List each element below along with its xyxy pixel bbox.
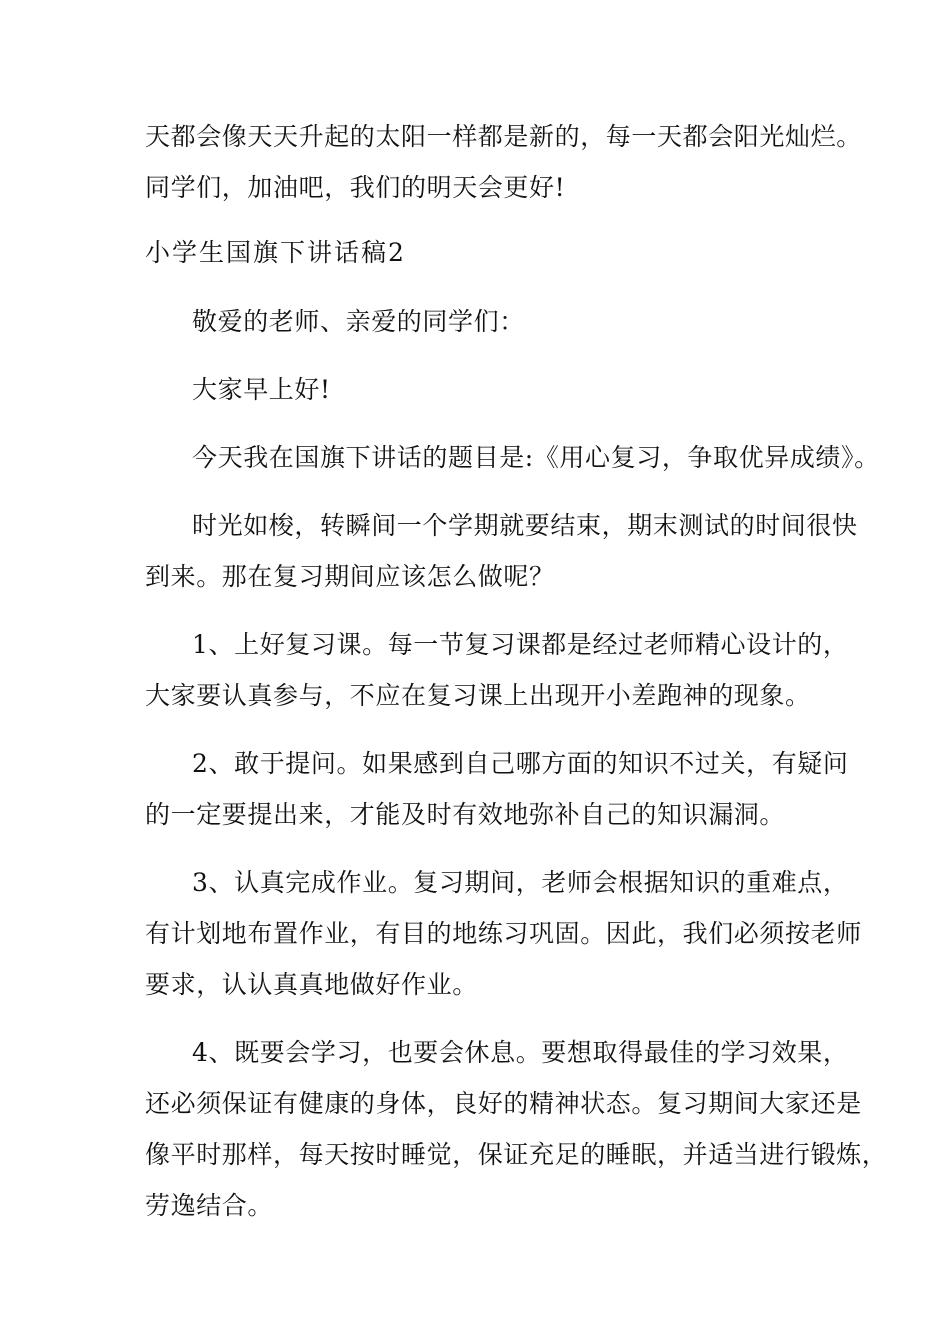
paragraph-point-3-line-2: 有计划地布置作业，有目的地练习巩固。因此，我们必须按老师 — [145, 919, 862, 948]
paragraph-point-4-line-1: 4、既要会学习，也要会休息。要想取得最佳的学习效果， — [192, 1038, 849, 1067]
paragraph-intro-line-1: 时光如梭，转瞬间一个学期就要结束，期末测试的时间很快 — [192, 511, 858, 540]
continuation-line-2: 同学们，加油吧，我们的明天会更好! — [145, 173, 566, 202]
paragraph-point-2-line-2: 的一定要提出来，才能及时有效地弥补自己的知识漏洞。 — [145, 800, 786, 829]
paragraph-greeting: 大家早上好! — [192, 375, 331, 404]
paragraph-topic: 今天我在国旗下讲话的题目是:《用心复习，争取优异成绩》。 — [192, 443, 880, 472]
paragraph-intro-line-2: 到来。那在复习期间应该怎么做呢？ — [145, 562, 555, 591]
section-title: 小学生国旗下讲话稿2 — [145, 238, 406, 267]
paragraph-point-1-line-2: 大家要认真参与，不应在复习课上出现开小差跑神的现象。 — [145, 681, 811, 710]
paragraph-point-3-line-3: 要求，认认真真地做好作业。 — [145, 970, 478, 999]
continuation-line-1: 天都会像天天升起的太阳一样都是新的，每一天都会阳光灿烂。 — [145, 122, 862, 151]
paragraph-point-4-line-3: 像平时那样，每天按时睡觉，保证充足的睡眠，并适当进行锻炼， — [145, 1140, 888, 1169]
paragraph-point-3-line-1: 3、认真完成作业。复习期间，老师会根据知识的重难点， — [192, 868, 849, 897]
paragraph-point-4-line-2: 还必须保证有健康的身体，良好的精神状态。复习期间大家还是 — [145, 1089, 862, 1118]
paragraph-point-1-line-1: 1、上好复习课。每一节复习课都是经过老师精心设计的， — [192, 630, 849, 659]
paragraph-point-4-line-4: 劳逸结合。 — [145, 1191, 274, 1220]
paragraph-salutation: 敬爱的老师、亲爱的同学们： — [192, 307, 525, 336]
paragraph-point-2-line-1: 2、敢于提问。如果感到自己哪方面的知识不过关，有疑问 — [192, 749, 849, 778]
